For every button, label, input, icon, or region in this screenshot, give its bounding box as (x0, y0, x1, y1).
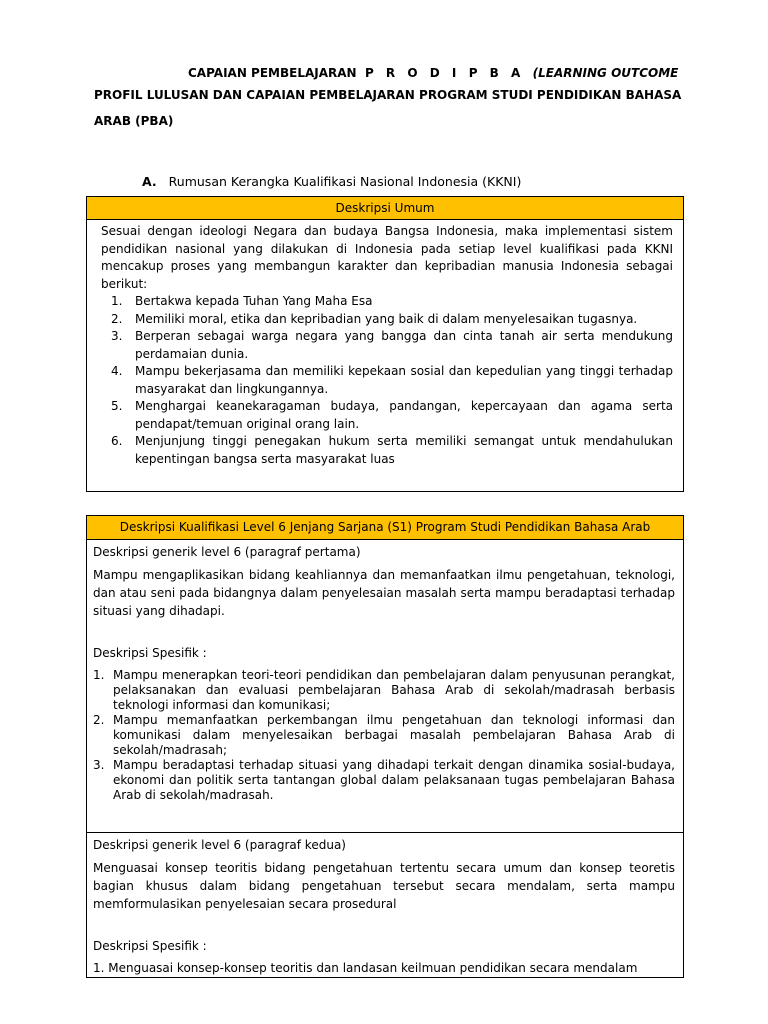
part1-paragraph: Mampu mengaplikasikan bidang keahliannya dan memanfaatkan ilmu pengetahuan, teknologi, dan atau seni pada bidangnya dalam penyelesaian masalah serta mampu beradaptasi terhadap situasi yang dihadapi. (93, 568, 675, 618)
title-prefix: CAPAIAN PEMBELAJARAN (188, 66, 357, 80)
list-item-number: 6. (111, 434, 123, 448)
list-item-text: Mampu menerapkan teori-teori pendidikan dan pembelajaran dalam penyusunan perangkat, pelaksanakan dan evaluasi pembelajaran Bahasa Arab di sekolah/madrasah berbasis teknologi informasi dan komunikasi; (113, 668, 675, 712)
list-item (101, 293, 673, 311)
list-item (101, 433, 673, 468)
title-learning-outcome: (LEARNING OUTCOME (532, 66, 679, 80)
part2-paragraph: Menguasai konsep teoritis bidang pengetahuan tertentu secara umum dan konsep teoretis bagian khusus dalam bidang pengetahuan tersebut secara mendalam, serta mampu memformulasikan penyelesaian secara prosedural (93, 861, 675, 911)
list-item (93, 758, 675, 803)
level6-header: Deskripsi Kualifikasi Level 6 Jenjang Sarjana (S1) Program Studi Pendidikan Bahasa Arab (87, 516, 683, 540)
level6-part2-box (86, 833, 684, 978)
list-item-number: 2. (93, 713, 105, 727)
list-item-text: Menghargai keanekaragaman budaya, pandangan, kepercayaan dan agama serta pendapat/temuan original orang lain. (135, 399, 673, 431)
section-a-title: Rumusan Kerangka Kualifikasi Nasional Indonesia (KKNI) (168, 174, 522, 189)
section-a-marker: A. (142, 174, 157, 189)
list-item-text: Memiliki moral, etika dan kepribadian yang baik di dalam menyelesaikan tugasnya. (135, 311, 638, 326)
section-a-heading (142, 174, 521, 189)
list-item-text: Mampu bekerjasama dan memiliki kepekaan sosial dan kepedulian yang tinggi terhadap masyarakat dan lingkungannya. (135, 364, 673, 396)
deskripsi-umum-body (87, 220, 683, 468)
list-item-text: Berperan sebagai warga negara yang bangga dan cinta tanah air serta mendukung perdamaian dunia. (135, 329, 673, 361)
title-pba: P B A (468, 66, 525, 80)
deskripsi-umum-intro: Sesuai dengan ideologi Negara dan budaya Bangsa Indonesia, maka implementasi sistem pendidikan nasional yang dilakukan di Indonesia pada setiap level kualifikasi pada KKNI mencakup proses yang membangun karakter dan kepribadian manusia Indonesia sebagai berikut: (101, 224, 673, 291)
list-item-text: Menjunjung tinggi penegakan hukum serta memiliki semangat untuk mendahulukan kepentingan bangsa serta masyarakat luas (135, 434, 673, 466)
list-item-number: 1. (93, 668, 105, 682)
list-item-number: 3. (111, 329, 123, 343)
deskripsi-umum-box (86, 196, 684, 492)
deskripsi-umum-list (101, 293, 673, 468)
list-item (101, 311, 673, 329)
list-item-number: 4. (111, 364, 123, 378)
list-item-number: 5. (111, 399, 123, 413)
list-item-number: 2. (111, 311, 123, 326)
list-item-text: Mampu memanfaatkan perkembangan ilmu pengetahuan dan teknologi informasi dan komunikasi dalam menyelesaikan berbagai masalah pembelajaran Bahasa Arab di sekolah/madrasah; (113, 713, 675, 757)
level6-part1-box (86, 515, 684, 833)
list-item-number: 3. (93, 758, 105, 772)
list-item (101, 328, 673, 363)
list-item (93, 668, 675, 713)
list-item-text: Bertakwa kepada Tuhan Yang Maha Esa (135, 294, 373, 308)
level6-part2-body (87, 833, 683, 977)
level6-part1-body (87, 540, 683, 803)
part1-specific-title: Deskripsi Spesifik : (93, 646, 207, 660)
list-item-number: 1. (111, 294, 123, 308)
part2-heading: Deskripsi generik level 6 (paragraf kedua) (93, 838, 346, 852)
list-item (101, 398, 673, 433)
part2-specific-title: Deskripsi Spesifik : (93, 939, 207, 953)
document-title-line3: ARAB (PBA) (94, 114, 174, 128)
document-title-line2: PROFIL LULUSAN DAN CAPAIAN PEMBELAJARAN PROGRAM STUDI PENDIDIKAN BAHASA (94, 88, 682, 102)
title-prodi: P R O D I (364, 66, 461, 80)
part2-specific-item: 1. Menguasai konsep-konsep teoritis dan landasan keilmuan pendidikan secara mendalam (93, 961, 638, 975)
part1-heading: Deskripsi generik level 6 (paragraf pertama) (93, 545, 361, 559)
list-item-text: Mampu beradaptasi terhadap situasi yang dihadapi terkait dengan dinamika sosial-budaya, ekonomi dan politik serta tantangan global dalam pelaksanaan tugas pembelajaran Bahasa Arab di sekolah/madrasah. (113, 758, 675, 802)
document-title-line1 (188, 66, 678, 80)
deskripsi-umum-header: Deskripsi Umum (87, 197, 683, 220)
list-item (93, 713, 675, 758)
list-item (101, 363, 673, 398)
part1-specific-list (93, 668, 675, 803)
